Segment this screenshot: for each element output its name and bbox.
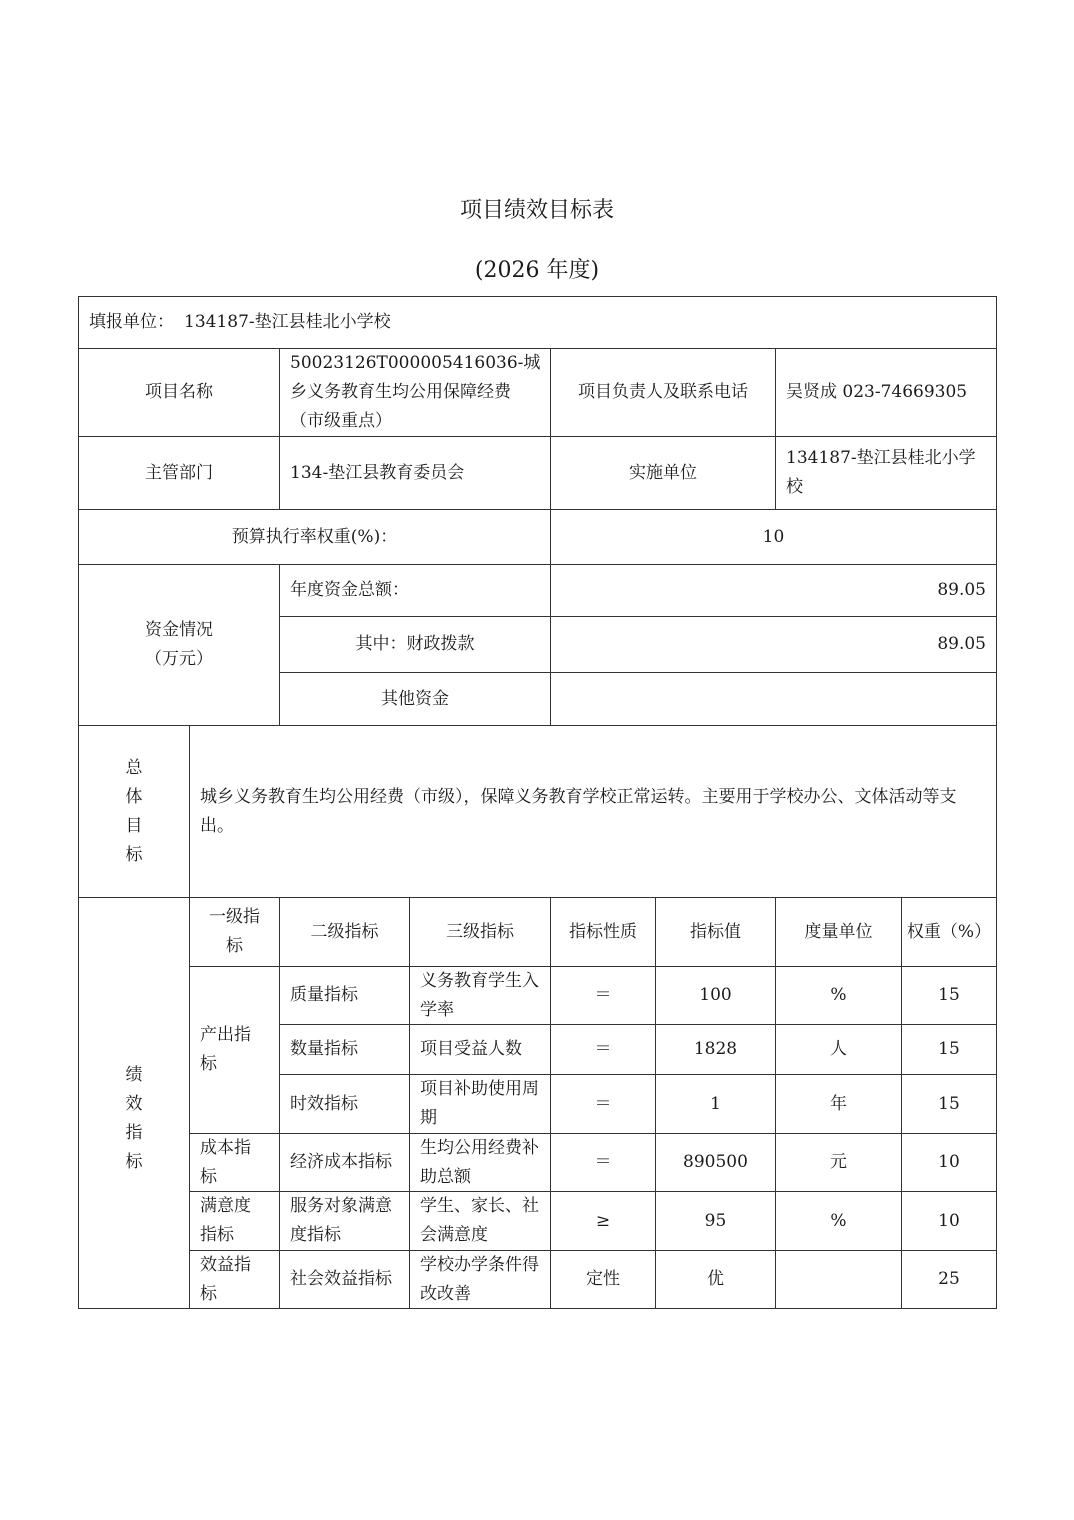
contact-value: 吴贤成 023-74669305	[786, 382, 968, 402]
weight-cell: 10	[938, 1152, 960, 1172]
value-cell: 1828	[693, 1039, 738, 1059]
project-name-label: 项目名称	[145, 382, 213, 402]
level3-cell: 生均公用经费补助总额	[420, 1137, 539, 1187]
goal-label-char: 体	[125, 786, 143, 807]
department-value: 134-垫江县教育委员会	[290, 462, 465, 483]
funds-other-label: 其他资金	[381, 688, 449, 709]
level1-cell: 成本指标	[200, 1137, 251, 1187]
contact-label: 项目负责人及联系电话	[578, 382, 748, 402]
project-name-value: 50023126T000005416036-城乡义务教育生均公用保障经费（市级重点）	[290, 353, 541, 431]
weight-cell: 25	[938, 1269, 960, 1289]
nature-cell: ≥	[595, 1210, 611, 1231]
implementer-label: 实施单位	[629, 462, 697, 483]
level3-cell: 项目受益人数	[420, 1039, 522, 1059]
goal-label	[79, 726, 189, 897]
nature-cell: ＝	[594, 985, 612, 1005]
goal-label-char: 目	[125, 815, 143, 836]
output-group-label: 产出指标	[200, 1025, 251, 1074]
level2-cell: 时效指标	[290, 1093, 358, 1114]
reporting-unit-label: 填报单位：	[89, 312, 174, 332]
department-label: 主管部门	[145, 462, 213, 483]
reporting-unit-value: 134187-垫江县桂北小学校	[184, 312, 391, 332]
indicators-label-char: 效	[125, 1094, 143, 1114]
indicators-label-char: 指	[125, 1123, 143, 1143]
goal-label-char: 标	[125, 844, 143, 865]
funds-fiscal-label: 其中：财政拨款	[355, 634, 475, 654]
level2-cell: 社会效益指标	[290, 1269, 392, 1289]
table-border-right	[996, 296, 997, 1309]
unit-cell: %	[830, 1210, 847, 1231]
funds-total-value: 89.05	[937, 580, 986, 600]
column-header: 指标性质	[569, 921, 637, 942]
value-cell: 100	[699, 985, 732, 1005]
column-header: 指标值	[690, 921, 741, 942]
level2-cell: 数量指标	[290, 1039, 358, 1059]
column-header: 三级指标	[446, 921, 514, 942]
column-header: 一级指标	[209, 907, 260, 956]
indicators-label	[79, 898, 189, 1308]
nature-cell: ＝	[594, 1039, 612, 1059]
funds-label	[79, 565, 279, 725]
nature-cell: ＝	[594, 1152, 612, 1172]
column-header: 度量单位	[804, 921, 873, 942]
weight-cell: 15	[938, 1039, 960, 1059]
weight-cell: 15	[938, 1093, 960, 1114]
document-title: 项目绩效目标表	[459, 198, 614, 223]
budget-weight-label: 预算执行率权重(%)：	[231, 526, 398, 547]
level3-cell: 义务教育学生入学率	[420, 970, 539, 1020]
level3-cell: 学校办学条件得改改善	[420, 1254, 539, 1304]
goal-text: 城乡义务教育生均公用经费（市级），保障义务教育学校正常运转。主要用于学校办公、文体活动等支出。	[200, 786, 957, 836]
value-cell: 优	[707, 1269, 724, 1289]
nature-cell: 定性	[586, 1269, 620, 1289]
column-header: 二级指标	[310, 921, 379, 942]
funds-other-value	[551, 673, 996, 725]
funds-total-label: 年度资金总额：	[290, 580, 409, 600]
weight-cell: 15	[938, 985, 960, 1005]
level3-cell: 学生、家长、社会满意度	[420, 1196, 539, 1245]
unit-cell: 年	[830, 1093, 847, 1114]
implementer-value: 134187-垫江县桂北小学校	[786, 448, 976, 497]
reporting-unit-cell	[79, 297, 996, 348]
level2-cell: 质量指标	[290, 985, 358, 1005]
document-subtitle: (2026 年度)	[474, 258, 600, 283]
goal-label-char: 总	[125, 757, 143, 778]
budget-weight-value: 10	[762, 526, 785, 547]
level2-cell: 服务对象满意度指标	[290, 1196, 392, 1245]
level1-cell: 效益指标	[200, 1254, 251, 1304]
level2-cell: 经济成本指标	[290, 1152, 392, 1172]
funds-fiscal-value: 89.05	[937, 634, 986, 654]
unit-cell	[776, 1251, 901, 1308]
funds-label-line2: （万元）	[145, 649, 213, 669]
unit-cell: %	[830, 985, 847, 1005]
unit-cell: 元	[830, 1152, 847, 1172]
indicators-label-char: 标	[125, 1152, 143, 1172]
value-cell: 890500	[683, 1152, 748, 1172]
value-cell: 95	[704, 1210, 727, 1231]
level1-cell: 满意度指标	[200, 1196, 251, 1245]
value-cell: 1	[710, 1093, 721, 1114]
funds-label-line1: 资金情况	[145, 620, 213, 640]
weight-cell: 10	[938, 1210, 960, 1231]
indicators-label-char: 绩	[125, 1065, 143, 1085]
level3-cell: 项目补助使用周期	[420, 1079, 539, 1128]
unit-cell: 人	[830, 1039, 847, 1059]
column-header: 权重（%）	[906, 921, 992, 942]
nature-cell: ＝	[594, 1093, 612, 1114]
